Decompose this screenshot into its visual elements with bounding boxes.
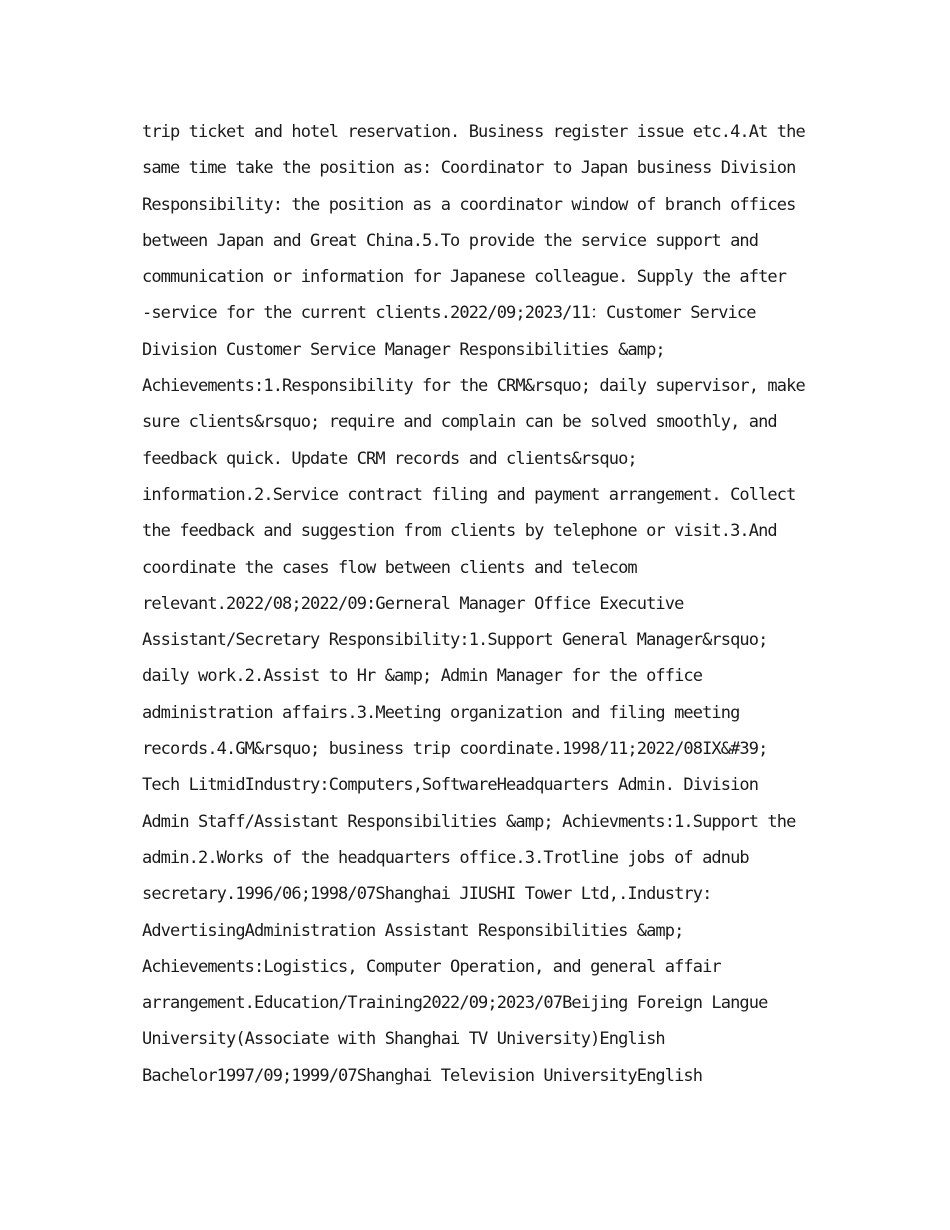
document-text-line: Responsibility: the position as a coordinator window of branch offices <box>142 194 796 215</box>
document-text-line: records.4.GM&rsquo; business trip coordinate.1998/11;2022/08IX&#39; <box>142 739 768 760</box>
document-text-line: Achievements:Logistics, Computer Operation, and general affair <box>142 956 721 977</box>
document-text-line: arrangement.Education/Training2022/09;2023/07Beijing Foreign Langue <box>142 993 768 1014</box>
document-text-line: Division Customer Service Manager Responsibilities &amp; <box>142 339 665 360</box>
document-text-line: Admin Staff/Assistant Responsibilities &amp; Achievments:1.Support the <box>142 811 796 832</box>
document-text-line: AdvertisingAdministration Assistant Responsibilities &amp; <box>142 920 684 941</box>
document-text-line: between Japan and Great China.5.To provide the service support and <box>142 230 759 251</box>
document-text-line: Achievements:1.Responsibility for the CRM&rsquo; daily supervisor, make <box>142 376 805 397</box>
document-text-line: secretary.1996/06;1998/07Shanghai JIUSHI Tower Ltd,.Industry: <box>142 884 712 905</box>
document-text-line: the feedback and suggestion from clients by telephone or visit.3.And <box>142 521 777 542</box>
document-text-line: feedback quick. Update CRM records and clients&rsquo; <box>142 448 637 469</box>
document-text-line: sure clients&rsquo; require and complain can be solved smoothly, and <box>142 412 777 433</box>
document-text-line: University(Associate with Shanghai TV University)English <box>142 1029 665 1050</box>
document-text-line: trip ticket and hotel reservation. Business register issue etc.4.At the <box>142 122 805 142</box>
document-text-line: admin.2.Works of the headquarters office.3.Trotline jobs of adnub <box>142 847 749 868</box>
document-text-line: Bachelor1997/09;1999/07Shanghai Television UniversityEnglish <box>142 1065 703 1086</box>
document-text-line: communication or information for Japanese colleague. Supply the after <box>142 267 787 288</box>
document-text-line: Assistant/Secretary Responsibility:1.Support General Manager&rsquo; <box>142 630 768 651</box>
document-text-line: information.2.Service contract filing and payment arrangement. Collect <box>142 484 796 505</box>
document-text-line: -service for the current clients.2022/09;2023/11：Customer Service <box>142 303 756 324</box>
document-text-line: Tech LitmidIndustry:Computers,SoftwareHeadquarters Admin. Division <box>142 775 759 796</box>
document-body <box>142 114 822 1094</box>
document-text-line: coordinate the cases flow between clients and telecom <box>142 557 637 578</box>
document-text-line: administration affairs.3.Meeting organization and filing meeting <box>142 702 740 723</box>
document-text-line: same time take the position as: Coordinator to Japan business Division <box>142 158 796 179</box>
document-text-line: relevant.2022/08;2022/09:Gerneral Manager Office Executive <box>142 593 684 614</box>
document-text-line: daily work.2.Assist to Hr &amp; Admin Manager for the office <box>142 666 703 687</box>
